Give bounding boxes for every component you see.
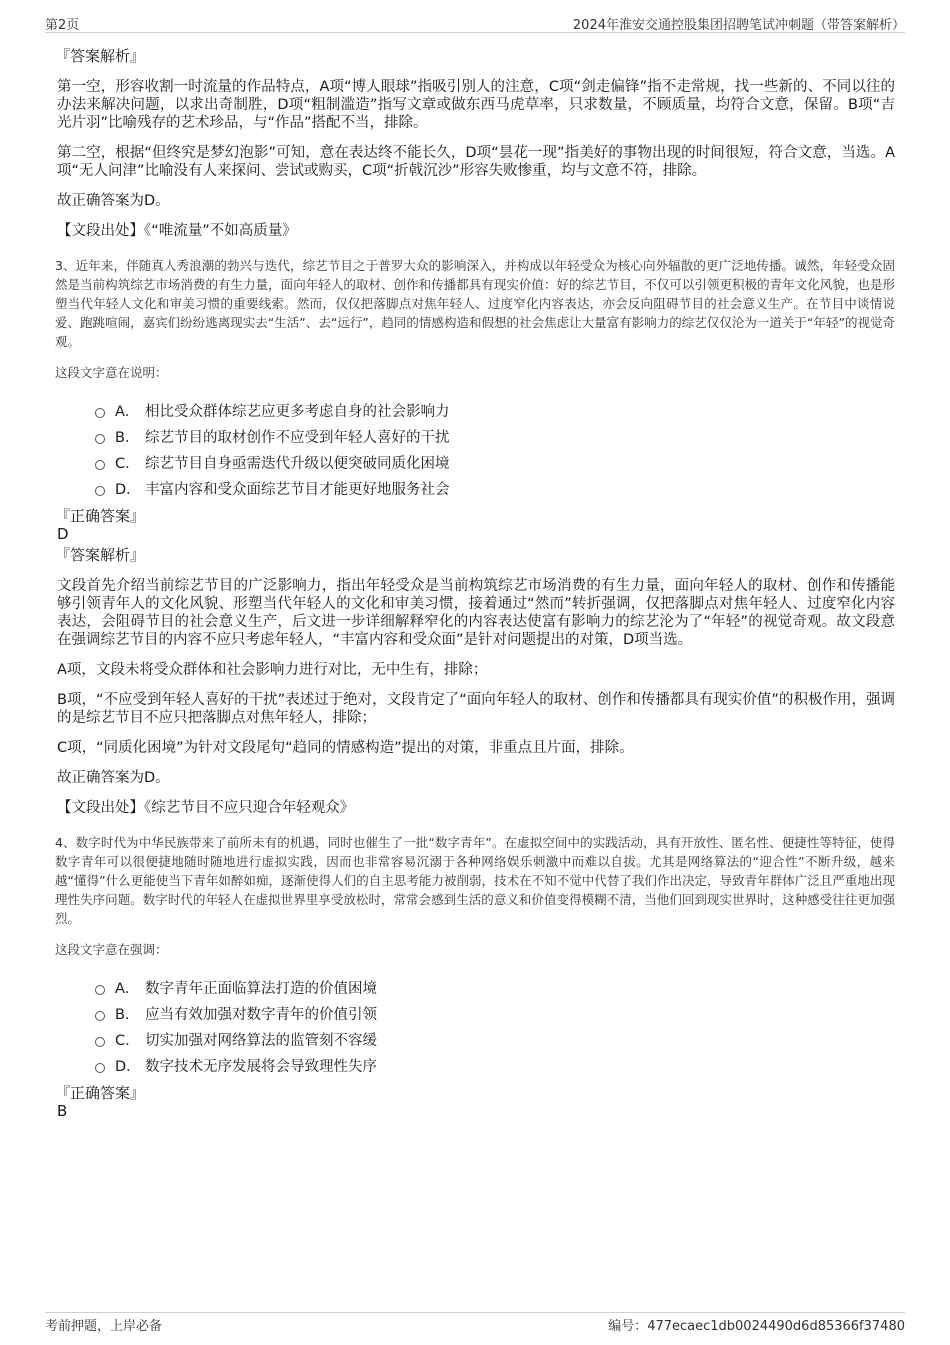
q4-question: 4、数字时代为中华民族带来了前所未有的机遇，同时也催生了一批“数字青年”。在虚拟空间中的实践活动，具有开放性、匿名性、便捷性等特征，使得数字青年可以很便捷地随时随地进行虚拟实践，因而也非常容易沉溺于各种网络娱乐刺激中而难以自拔。尤其是网络算法的“迎合性”不断升级，越来越“懂得”什么更能使当下青年如醉如痴，逐渐使得人们的自主思考能力被削弱，技术在不知不觉中代替了我们作出决定，导致青年群体广泛且严重地出现理性失序问题。数字时代的年轻人在虚拟世界里享受放松时，常常会感到生活的意义和价值变得模糊不清，当他们回到现实世界时，这种感受往往更加强烈。 <box>55 835 895 926</box>
q4-answer: B <box>57 1102 68 1120</box>
option-letter: A． <box>115 403 140 420</box>
option-letter: D． <box>115 1058 141 1075</box>
option-letter: B． <box>115 429 140 446</box>
option-text: 切实加强对网络算法的监管刻不容缓 <box>145 1032 377 1049</box>
option-text: 应当有效加强对数字青年的价值引领 <box>145 1006 377 1023</box>
option-text: 综艺节目的取材创作不应受到年轻人喜好的干扰 <box>145 429 450 446</box>
radio-icon[interactable] <box>95 1063 105 1073</box>
radio-icon[interactable] <box>95 1037 105 1047</box>
option-letter: C． <box>115 1032 140 1049</box>
q3-answer: D <box>57 525 69 543</box>
radio-icon[interactable] <box>95 1011 105 1021</box>
q3-analysis-title: 『答案解析』 <box>55 546 146 564</box>
option-letter: C． <box>115 455 140 472</box>
document-title: 2024年淮安交通控股集团招聘笔试冲刺题（带答案解析） <box>572 18 905 33</box>
q3-option-a[interactable] <box>95 397 895 423</box>
q2-analysis-p3: 故正确答案为D。 <box>57 193 170 209</box>
footer-slogan: 考前押题，上岸必备 <box>45 1319 163 1334</box>
q3-source: 【文段出处】《综艺节目不应只迎合年轻观众》 <box>57 800 355 816</box>
page-footer <box>45 1312 905 1335</box>
q3-analysis-p3: B项，“不应受到年轻人喜好的干扰”表述过于绝对，文段肯定了“面向年轻人的取材、创作和传播都具有现实价值”的积极作用，强调的是综艺节目不应只把落脚点对焦年轻人，排除； <box>57 692 895 726</box>
option-text: 综艺节目自身亟需迭代升级以便突破同质化困境 <box>145 455 450 472</box>
option-text: 相比受众群体综艺应更多考虑自身的社会影响力 <box>145 403 450 420</box>
page-number: 第2页 <box>45 18 80 33</box>
q4-prompt: 这段文字意在强调： <box>55 942 168 957</box>
radio-icon[interactable] <box>95 434 105 444</box>
q3-answer-title: 『正确答案』 <box>55 507 146 525</box>
q2-analysis-p2: 第二空，根据“但终究是梦幻泡影”可知，意在表达终不能长久，D项“昙花一现”指美好的事物出现的时间很短，符合文意，当选。A项“无人问津”比喻没有人来探问、尝试或购买，C项“折戟沉沙”形容失败惨重，均与文意不符，排除。 <box>57 145 895 179</box>
q3-option-d[interactable] <box>95 475 895 501</box>
q3-question: 3、近年来，伴随真人秀浪潮的勃兴与迭代，综艺节目之于普罗大众的影响深入，并构成以年轻受众为核心向外辐散的更广泛地传播。诚然，年轻受众固然是当前构筑综艺市场消费的有生力量，面向年轻人的取材、创作和传播都具有现实价值：好的综艺节目，不仅可以引领更积极的青年文化风貌，也是形塑当代年轻人文化和审美习惯的重要线索。然而，仅仅把落脚点对焦年轻人、过度窄化内容表达，亦会反向阻碍节目的社会意义生产。在节目中谈情说爱、跑跳喧闹，嘉宾们纷纷逃离现实去“生活”、去“远行”，趋同的情感构造和假想的社会焦虑让大量富有影响力的综艺仅仅沦为一道关于“年轻”的视觉奇观。 <box>55 258 895 349</box>
page-content <box>55 46 895 1122</box>
q4-option-b[interactable] <box>95 1000 895 1026</box>
radio-icon[interactable] <box>95 460 105 470</box>
radio-icon[interactable] <box>95 486 105 496</box>
q3-options <box>95 397 895 501</box>
q3-analysis-p5: 故正确答案为D。 <box>57 770 170 786</box>
q3-option-c[interactable] <box>95 449 895 475</box>
q4-options <box>95 974 895 1078</box>
q2-source: 【文段出处】《“唯流量”不如高质量》 <box>57 223 297 239</box>
radio-icon[interactable] <box>95 985 105 995</box>
option-text: 数字青年正面临算法打造的价值困境 <box>145 980 377 997</box>
q4-option-d[interactable] <box>95 1052 895 1078</box>
q4-answer-title: 『正确答案』 <box>55 1084 146 1102</box>
page-header <box>45 10 905 33</box>
q3-analysis-p2: A项，文段未将受众群体和社会影响力进行对比，无中生有，排除； <box>57 662 488 678</box>
q3-option-b[interactable] <box>95 423 895 449</box>
option-letter: D． <box>115 481 141 498</box>
q3-analysis-p1: 文段首先介绍当前综艺节目的广泛影响力，指出年轻受众是当前构筑综艺市场消费的有生力量，面向年轻人的取材、创作和传播能够引领青年人的文化风貌、形塑当代年轻人的文化和审美习惯，接着通过“然而”转折强调，仅把落脚点对焦年轻人、过度窄化内容表达，会阻碍节目的社会意义生产，后文进一步详细解释窄化的内容表达使富有影响力的综艺沦为了“年轻”的视觉奇观。故文段意在强调综艺节目的内容不应只考虑年轻人，“丰富内容和受众面”是针对问题提出的对策，D项当选。 <box>57 578 895 648</box>
q3-analysis-p4: C项，“同质化困境”为针对文段尾句“趋同的情感构造”提出的对策，非重点且片面，排除。 <box>57 740 634 756</box>
q3-prompt: 这段文字意在说明： <box>55 365 168 380</box>
option-text: 丰富内容和受众面综艺节目才能更好地服务社会 <box>145 481 450 498</box>
option-letter: B． <box>115 1006 140 1023</box>
q4-option-c[interactable] <box>95 1026 895 1052</box>
q2-analysis-title: 『答案解析』 <box>55 47 146 65</box>
q2-analysis-p1: 第一空，形容收割一时流量的作品特点，A项“博人眼球”指吸引别人的注意，C项“剑走偏锋”指不走常规，找一些新的、不同以往的办法来解决问题，以求出奇制胜，D项“粗制滥造”指写文章或做东西马虎草率，只求数量，不顾质量，均符合文意，保留。B项“吉光片羽”比喻残存的艺术珍品，与“作品”搭配不当，排除。 <box>57 79 895 131</box>
document-id: 编号：477ecaec1db0024490d6d85366f37480 <box>608 1319 905 1334</box>
option-letter: A． <box>115 980 140 997</box>
radio-icon[interactable] <box>95 408 105 418</box>
option-text: 数字技术无序发展将会导致理性失序 <box>145 1058 377 1075</box>
q4-option-a[interactable] <box>95 974 895 1000</box>
